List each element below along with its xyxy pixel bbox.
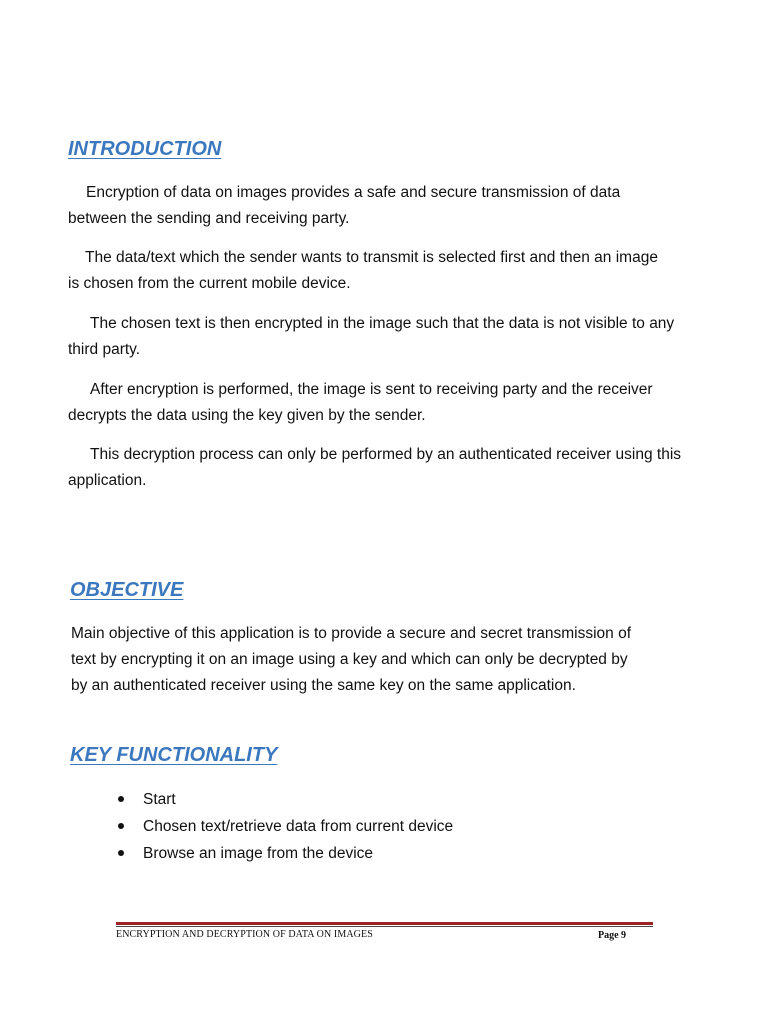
bullet-icon (118, 823, 124, 829)
bullet-icon (118, 850, 124, 856)
key-functionality-heading: KEY FUNCTIONALITY (70, 744, 278, 766)
list-item-label: Start (143, 791, 176, 808)
intro-paragraph-3: The chosen text is then encrypted in the image such that the data is not visible to any third party. (68, 315, 675, 358)
list-item (116, 786, 453, 813)
footer-divider (116, 922, 653, 925)
footer-divider-thin (116, 926, 653, 927)
objective-heading: OBJECTIVE (70, 579, 184, 601)
introduction-heading: INTRODUCTION (68, 138, 222, 160)
list-item (116, 840, 453, 867)
intro-paragraph-5: This decryption process can only be performed by an authenticated receiver using this application. (68, 446, 682, 489)
intro-paragraph-4: After encryption is performed, the image is sent to receiving party and the receiver decrypts the data using the key given by the sender. (68, 381, 653, 424)
page-number: Page 9 (598, 930, 627, 941)
intro-paragraph-2: The data/text which the sender wants to transmit is selected first and then an image is chosen from the current mobile device. (68, 249, 658, 292)
key-functionality-list (116, 786, 453, 867)
intro-paragraph-1: Encryption of data on images provides a safe and secure transmission of data between the sending and receiving party. (68, 184, 621, 227)
bullet-icon (118, 796, 124, 802)
footer-title: ENCRYPTION AND DECRYPTION OF DATA ON IMAGES (116, 929, 373, 940)
list-item (116, 813, 453, 840)
list-item-label: Browse an image from the device (143, 845, 374, 862)
list-item-label: Chosen text/retrieve data from current device (143, 818, 454, 835)
objective-paragraph: Main objective of this application is to provide a secure and secret transmission of text by encrypting it on an image using a key and which can only be decrypted by by an authenticated receiver using the same key on the same application. (71, 625, 632, 694)
